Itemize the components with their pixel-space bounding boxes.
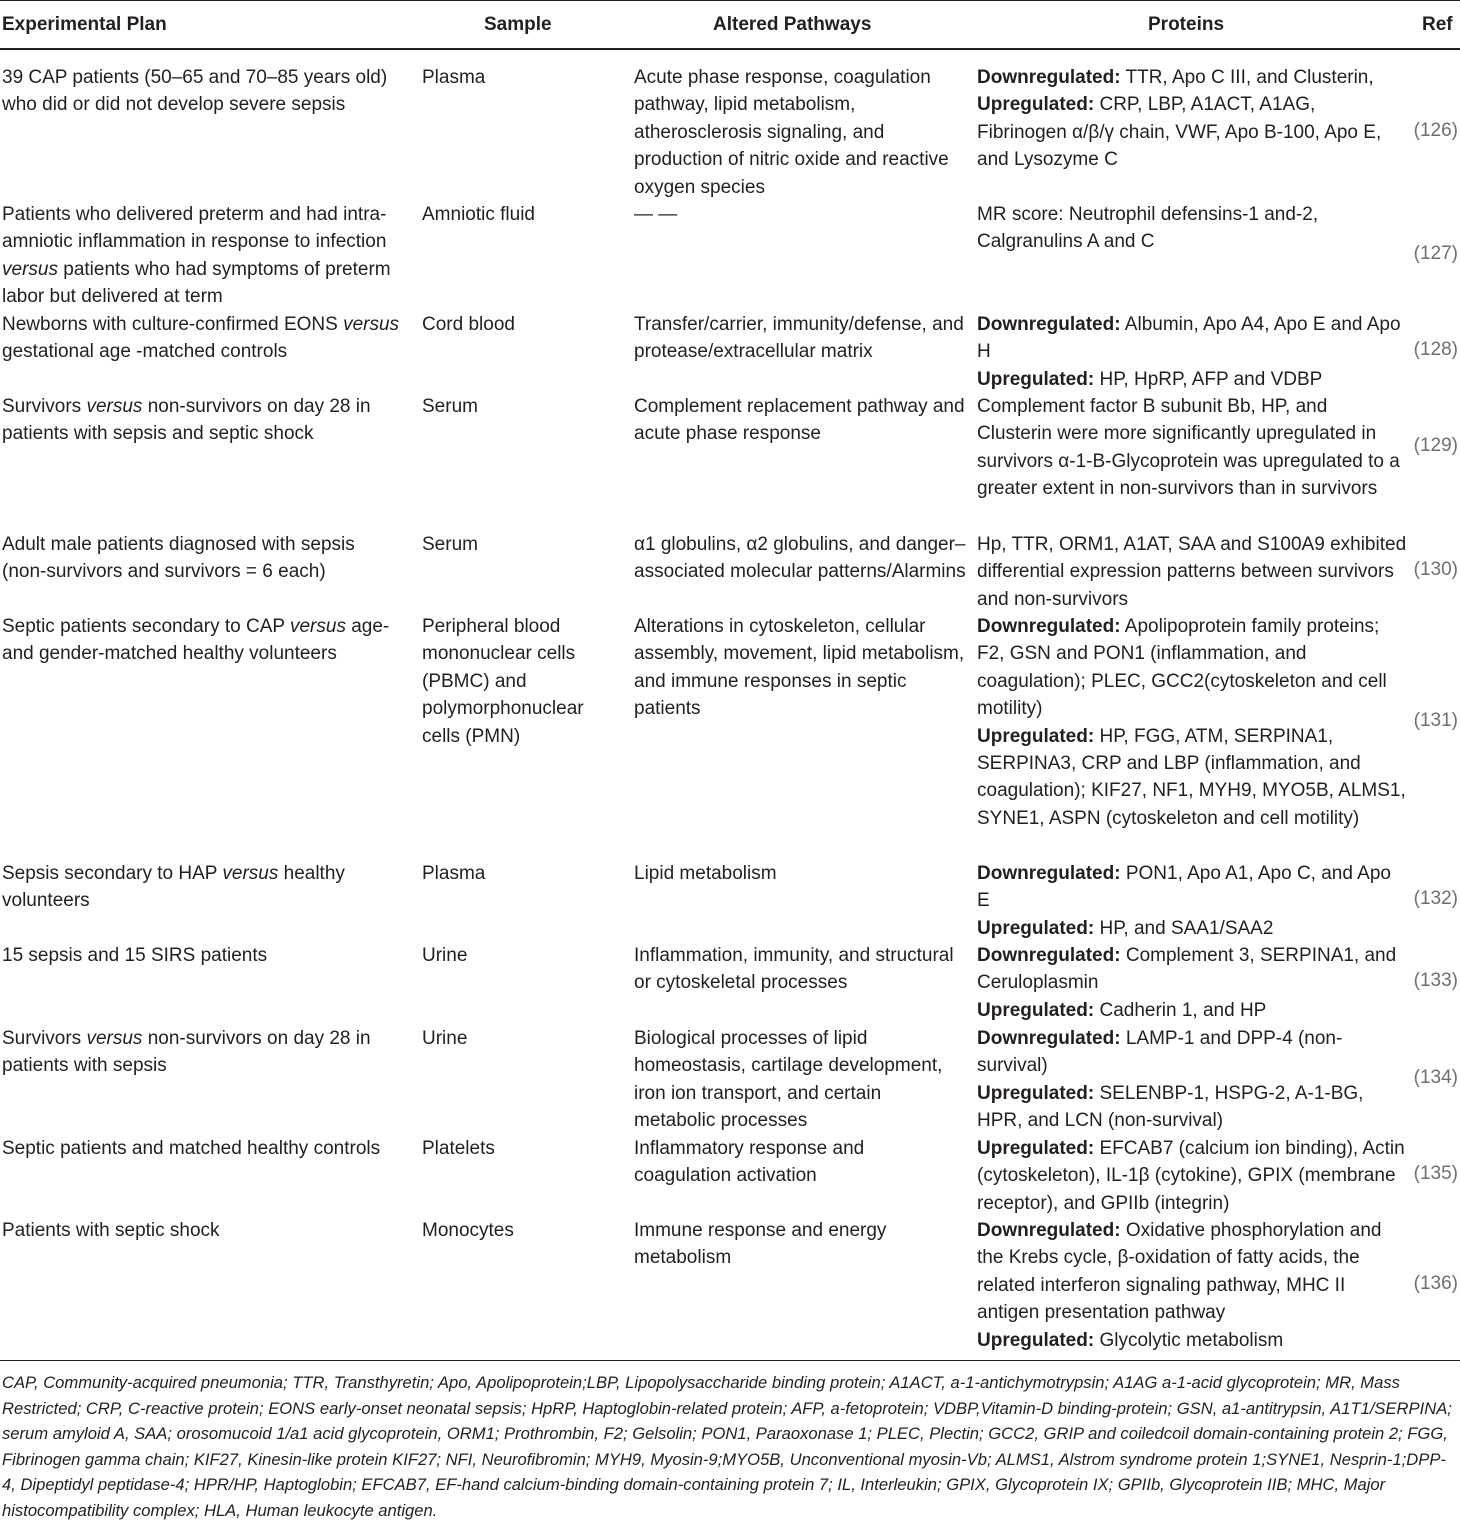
cell-experimental-plan: Sepsis secondary to HAP versus healthy volunteers	[2, 863, 345, 912]
cell-experimental-plan: Adult male patients diagnosed with sepsis (non-survivors and survivors = 6 each)	[2, 534, 355, 583]
protein-list: Apolipoprotein family proteins; F2, GSN and PON1 (inflammation, and coagulation); PLEC, GCC2(cytoskeleton and cell motility)	[977, 616, 1387, 720]
cell-experimental-plan: Survivors versus non-survivors on day 28 in patients with sepsis and septic shock	[2, 396, 371, 445]
protein-group	[977, 1327, 1407, 1354]
cell-experimental-plan: 15 sepsis and 15 SIRS patients	[2, 945, 268, 966]
cell-proteins	[977, 1025, 1407, 1135]
header-sample: Sample	[484, 14, 552, 35]
protein-list: CRP, LBP, A1ACT, A1AG, Fibrinogen α/β/γ chain, VWF, Apo B-100, Apo E, and Lysozyme C	[977, 94, 1382, 171]
protein-group	[977, 393, 1407, 503]
regulation-label: Downregulated:	[977, 863, 1121, 884]
cell-proteins	[977, 613, 1407, 832]
cell-experimental-plan: Septic patients and matched healthy controls	[2, 1138, 381, 1159]
protein-list: Oxidative phosphorylation and the Krebs cycle, β-oxidation of fatty acids, the related interferon signaling pathway, MHC II antigen presentation pathway	[977, 1220, 1382, 1324]
protein-list: SELENBP-1, HSPG-2, A-1-BG, HPR, and LCN (non-survival)	[977, 1082, 1364, 1132]
protein-group	[977, 531, 1407, 613]
header-ref: Ref	[1422, 14, 1453, 35]
protein-group	[977, 1217, 1407, 1327]
regulation-label: Downregulated:	[977, 314, 1121, 335]
cell-proteins	[977, 1135, 1407, 1217]
cell-reference: (129)	[1413, 435, 1458, 456]
protein-group	[977, 1025, 1407, 1080]
regulation-label: Upregulated:	[977, 999, 1095, 1021]
protein-group	[977, 1135, 1407, 1217]
protein-list: HP, and SAA1/SAA2	[1099, 917, 1274, 939]
regulation-label: Upregulated:	[977, 368, 1095, 390]
cell-sample: Plasma	[422, 863, 486, 884]
protein-list: HP, HpRP, AFP and VDBP	[1099, 368, 1323, 390]
cell-altered-pathways: — —	[634, 204, 678, 225]
cell-sample: Platelets	[422, 1138, 495, 1159]
table-header-row	[0, 0, 1460, 48]
regulation-label: Upregulated:	[977, 1138, 1095, 1159]
protein-list: HP, FGG, ATM, SERPINA1, SERPINA3, CRP and LBP (inflammation, and coagulation); KIF27, NF1, MYH9, MYO5B, ALMS1, SYNE1, ASPN (cytoskeleton and cell motility)	[977, 725, 1406, 829]
cell-proteins	[977, 942, 1407, 1024]
cell-reference: (131)	[1413, 710, 1458, 731]
cell-experimental-plan: Survivors versus non-survivors on day 28 in patients with sepsis	[2, 1028, 371, 1077]
cell-experimental-plan: 39 CAP patients (50–65 and 70–85 years old) who did or did not develop severe sepsis	[2, 67, 388, 116]
protein-list: LAMP-1 and DPP-4 (non-survival)	[977, 1028, 1343, 1077]
regulation-label: Upregulated:	[977, 1082, 1095, 1104]
cell-sample: Serum	[422, 396, 478, 417]
header-proteins: Proteins	[1148, 14, 1225, 35]
protein-group	[977, 311, 1407, 366]
cell-altered-pathways: Transfer/carrier, immunity/defense, and protease/extracellular matrix	[634, 314, 964, 363]
cell-proteins	[977, 1217, 1407, 1354]
cell-proteins	[977, 201, 1407, 256]
cell-proteins	[977, 860, 1407, 942]
cell-proteins	[977, 531, 1407, 613]
cell-experimental-plan: Patients with septic shock	[2, 1220, 220, 1241]
protein-group	[977, 64, 1407, 91]
protein-group	[977, 91, 1407, 173]
cell-reference: (135)	[1413, 1163, 1458, 1184]
header-experimental-plan: Experimental Plan	[2, 14, 167, 35]
cell-reference: (128)	[1413, 339, 1458, 360]
cell-altered-pathways: Immune response and energy metabolism	[634, 1220, 887, 1269]
protein-group	[977, 860, 1407, 915]
regulation-label: Upregulated:	[977, 917, 1095, 939]
cell-sample: Plasma	[422, 67, 486, 88]
cell-sample: Peripheral blood mononuclear cells (PBMC) and polymorphonuclear cells (PMN)	[422, 616, 584, 747]
cell-reference: (132)	[1413, 888, 1458, 909]
cell-sample: Monocytes	[422, 1220, 514, 1241]
protein-list: Complement 3, SERPINA1, and Ceruloplasmin	[977, 945, 1397, 994]
cell-altered-pathways: Inflammatory response and coagulation activation	[634, 1138, 865, 1187]
protein-group	[977, 1080, 1407, 1135]
regulation-label: Downregulated:	[977, 1028, 1121, 1049]
cell-sample: Urine	[422, 945, 468, 966]
cell-altered-pathways: Complement replacement pathway and acute phase response	[634, 396, 965, 445]
cell-proteins	[977, 64, 1407, 174]
protein-list: Complement factor B subunit Bb, HP, and Clusterin were more significantly upregulated in survivors α-1-B-Glycoprotein was upregulated to a greater extent in non-survivors than in survivors	[977, 396, 1400, 500]
regulation-label: Upregulated:	[977, 1329, 1095, 1351]
regulation-label: Downregulated:	[977, 67, 1121, 88]
table-bottom-rule	[0, 1360, 1460, 1361]
protein-list: PON1, Apo A1, Apo C, and Apo E	[977, 863, 1391, 912]
cell-proteins	[977, 311, 1407, 393]
protein-list: Glycolytic metabolism	[1099, 1329, 1284, 1351]
regulation-label: Downregulated:	[977, 1220, 1121, 1241]
protein-group	[977, 997, 1407, 1024]
protein-group	[977, 723, 1407, 833]
cell-altered-pathways: Acute phase response, coagulation pathway, lipid metabolism, atherosclerosis signaling, and production of nitric oxide and reactive oxygen species	[634, 67, 949, 198]
cell-altered-pathways: α1 globulins, α2 globulins, and danger–associated molecular patterns/Alarmins	[634, 534, 966, 583]
cell-reference: (134)	[1413, 1067, 1458, 1088]
cell-experimental-plan: Newborns with culture-confirmed EONS versus gestational age -matched controls	[2, 314, 400, 363]
protein-group	[977, 613, 1407, 723]
cell-altered-pathways: Alterations in cytoskeleton, cellular assembly, movement, lipid metabolism, and immune responses in septic patients	[634, 616, 965, 720]
cell-experimental-plan: Septic patients secondary to CAP versus age- and gender-matched healthy volunteers	[2, 616, 390, 665]
cell-sample: Urine	[422, 1028, 468, 1049]
protein-group	[977, 942, 1407, 997]
protein-list: Albumin, Apo A4, Apo E and Apo H	[977, 314, 1401, 363]
cell-proteins	[977, 393, 1407, 503]
cell-reference: (126)	[1413, 120, 1458, 141]
cell-reference: (133)	[1413, 970, 1458, 991]
protein-group	[977, 915, 1407, 942]
header-altered-pathways: Altered Pathways	[713, 14, 872, 35]
protein-list: EFCAB7 (calcium ion binding), Actin (cytoskeleton), IL-1β (cytokine), GPIX (membrane receptor), and GPIIb (integrin)	[977, 1138, 1405, 1214]
regulation-label: Upregulated:	[977, 94, 1095, 116]
cell-sample: Amniotic fluid	[422, 204, 535, 225]
protein-group	[977, 366, 1407, 393]
table-footnote: CAP, Community-acquired pneumonia; TTR, Transthyretin; Apo, Apolipoprotein;LBP, Lipopolysaccharide binding protein; A1ACT, a-1-antichymotrypsin; A1AG a-1-acid glycoprotein; MR, Mass Restricted; CRP, C-reactive protein; EONS early-onset neonatal sepsis; HpRP, Haptoglobin-related protein; AFP, a-fetoprotein; VDBP,Vitamin-D binding-protein; GSN, a1-antitrypsin, A1T1/SERPINA; serum amyloid A, SAA; orosomucoid 1/a1 acid glycoprotein, ORM1; Prothrombin, F2; Gelsolin; PON1, Paraoxonase 1; PLEC, Plectin; GCC2, GRIP and coiledcoil domain-containing protein 2; FGG, Fibrinogen gamma chain; KIF27, Kinesin-like protein KIF27; NFI, Neurofibromin; MYH9, Myosin-9;MYO5B, Unconventional myosin-Vb; ALMS1, Alstrom syndrome protein 1;SYNE1, Nesprin-1;DPP-4, Dipeptidyl peptidase-4; HPR/HP, Haptoglobin; EFCAB7, EF-hand calcium-binding domain-containing protein 7; IL, Interleukin; GPIX, Glycoprotein IX; GPIIb, Glycoprotein IIB; MHC, Major histocompatibility complex; HLA, Human leukocyte antigen.	[2, 1373, 1452, 1520]
cell-experimental-plan: Patients who delivered preterm and had intra-amniotic inflammation in response to infection versus patients who had symptoms of preterm labor but delivered at term	[2, 204, 391, 308]
protein-list: TTR, Apo C III, and Clusterin,	[1125, 67, 1374, 88]
cell-sample: Serum	[422, 534, 478, 555]
cell-sample: Cord blood	[422, 314, 515, 335]
protein-list: Cadherin 1, and HP	[1099, 999, 1267, 1021]
cell-reference: (130)	[1413, 559, 1458, 580]
protein-list: MR score: Neutrophil defensins-1 and-2, Calgranulins A and C	[977, 204, 1319, 253]
cell-altered-pathways: Inflammation, immunity, and structural or cytoskeletal processes	[634, 945, 954, 994]
regulation-label: Downregulated:	[977, 945, 1121, 966]
cell-reference: (127)	[1413, 243, 1458, 264]
cell-altered-pathways: Lipid metabolism	[634, 863, 777, 884]
protein-list: Hp, TTR, ORM1, A1AT, SAA and S100A9 exhibited differential expression patterns between survivors and non-survivors	[977, 534, 1407, 610]
regulation-label: Downregulated:	[977, 616, 1121, 637]
cell-altered-pathways: Biological processes of lipid homeostasis, cartilage development, iron ion transport, and certain metabolic processes	[634, 1028, 943, 1132]
protein-group	[977, 201, 1407, 256]
cell-reference: (136)	[1413, 1273, 1458, 1294]
header-bottom-rule	[0, 48, 1460, 50]
regulation-label: Upregulated:	[977, 725, 1095, 747]
